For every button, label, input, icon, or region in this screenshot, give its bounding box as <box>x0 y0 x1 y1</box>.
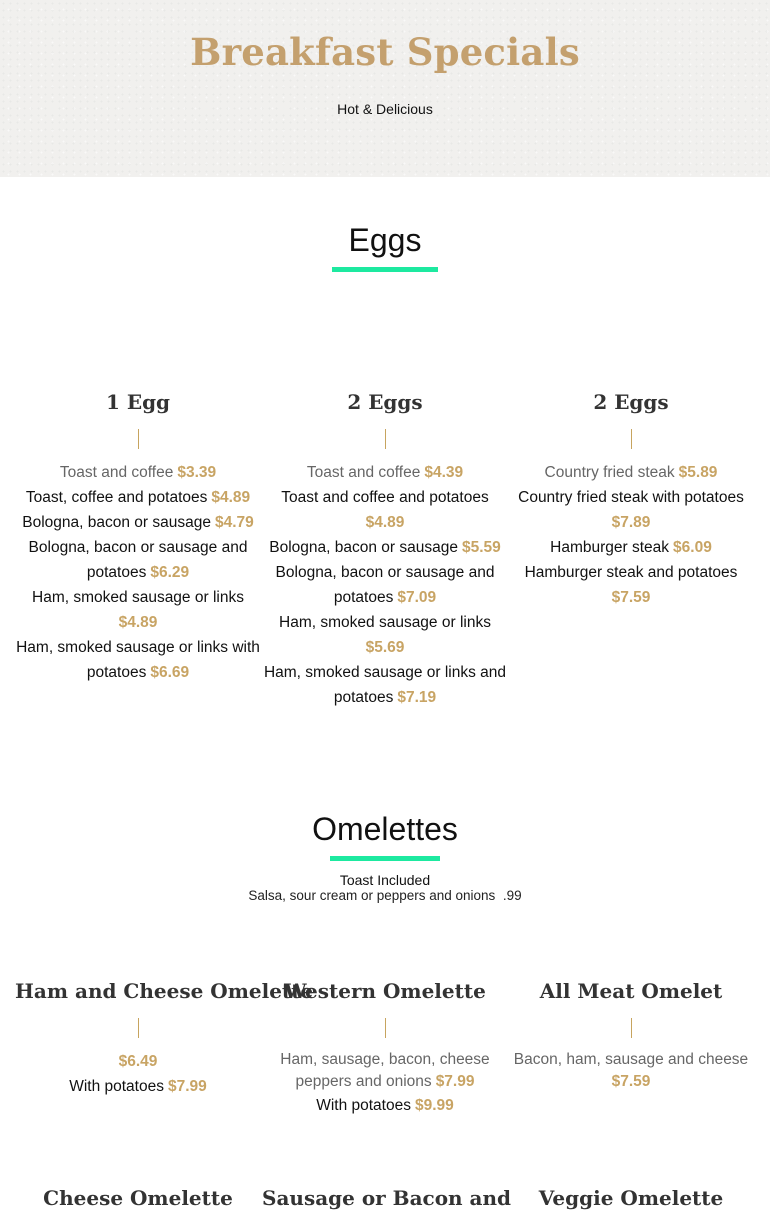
price: $3.39 <box>177 464 217 481</box>
divider <box>385 429 386 449</box>
hero-banner <box>0 0 770 177</box>
item-name: Western Omelette <box>284 979 486 1003</box>
divider <box>138 429 139 449</box>
section-underline <box>332 267 438 272</box>
price-line: Toast and coffee $4.39 <box>306 464 464 481</box>
price: $6.69 <box>150 664 190 681</box>
item-description: Ham, sausage, bacon, cheese peppers and onions $7.99 <box>280 1051 490 1090</box>
price-line: Hamburger steak and potatoes $7.59 <box>508 560 754 610</box>
price-line: Country fried steak with potatoes $7.89 <box>508 485 754 535</box>
toast-note: Toast Included <box>339 872 431 888</box>
price: $7.59 <box>611 589 651 606</box>
section-title-omelettes: Omelettes <box>312 811 458 847</box>
extras-note: Salsa, sour cream or peppers and onions .99 <box>248 888 522 903</box>
price: $4.89 <box>211 489 251 506</box>
item-description: Bacon, ham, sausage and cheese $7.59 <box>508 1049 754 1093</box>
page-title: Breakfast Specials <box>190 30 580 74</box>
price-line: Ham, smoked sausage or links and potatoes $7.19 <box>263 664 507 706</box>
price: $4.89 <box>118 614 158 631</box>
divider <box>631 1018 632 1038</box>
menu-item-all-meat-omelet <box>508 978 754 1093</box>
price: $7.99 <box>435 1073 475 1090</box>
omelettes-section-header <box>0 811 770 904</box>
price: $7.09 <box>397 589 437 606</box>
section-title-eggs: Eggs <box>348 222 422 258</box>
menu-item-veggie-omelette <box>508 1185 754 1211</box>
price: $6.29 <box>150 564 190 581</box>
price-line: With potatoes $9.99 <box>316 1097 454 1114</box>
item-name: 2 Eggs <box>593 390 669 414</box>
price-line: Toast and coffee and potatoes $4.89 <box>262 485 508 535</box>
price: $4.79 <box>214 514 254 531</box>
item-name: 1 Egg <box>105 390 171 414</box>
item-name: Veggie Omelette <box>538 1186 724 1210</box>
divider <box>631 429 632 449</box>
price-line: Bologna, bacon or sausage $4.79 <box>22 514 254 531</box>
price-line: With potatoes $7.99 <box>69 1078 207 1095</box>
price-line: Bologna, bacon or sausage $5.59 <box>269 539 501 556</box>
eggs-section-header <box>0 222 770 272</box>
price: $9.99 <box>414 1097 454 1114</box>
item-name: Sausage or Bacon and <box>262 1186 512 1210</box>
price-line: Ham, smoked sausage or links $4.89 <box>15 585 261 635</box>
extras-price: .99 <box>502 888 522 903</box>
price-line: Ham, smoked sausage or links $5.69 <box>262 610 508 660</box>
price: $6.49 <box>118 1053 158 1070</box>
price-line: Toast, coffee and potatoes $4.89 <box>25 489 251 506</box>
price-line: Ham, smoked sausage or links with potatoes $6.69 <box>16 639 260 681</box>
menu-item-2-eggs-steak <box>508 389 754 610</box>
price-line <box>15 1049 261 1074</box>
item-name: Ham and Cheese Omelette <box>15 979 314 1003</box>
menu-item-western-omelette <box>262 978 508 1118</box>
price: $4.39 <box>424 464 464 481</box>
menu-item-ham-cheese-omelette <box>15 978 314 1099</box>
item-name: Cheese Omelette <box>43 1186 233 1210</box>
page-subtitle: Hot & Delicious <box>337 101 433 117</box>
price: $7.19 <box>397 689 437 706</box>
price: $5.69 <box>365 639 405 656</box>
divider <box>385 1018 386 1038</box>
price: $7.89 <box>611 514 651 531</box>
price-line: Toast and coffee $3.39 <box>59 464 217 481</box>
price-line: Hamburger steak $6.09 <box>550 539 712 556</box>
price: $7.99 <box>167 1078 207 1095</box>
price: $4.89 <box>365 514 405 531</box>
item-name: 2 Eggs <box>347 390 423 414</box>
price: $6.09 <box>673 539 712 556</box>
menu-item-cheese-omelette <box>15 1185 261 1211</box>
menu-item-1-egg <box>15 389 261 685</box>
section-underline <box>330 856 440 861</box>
price: $5.59 <box>461 539 501 556</box>
price-line: Bologna, bacon or sausage and potatoes $6.29 <box>28 539 248 581</box>
price-line: Bologna, bacon or sausage and potatoes $7.09 <box>275 564 495 606</box>
divider <box>138 1018 139 1038</box>
price-line: Country fried steak $5.89 <box>544 464 718 481</box>
menu-item-sausage-bacon-omelette <box>262 1185 512 1211</box>
price: $7.59 <box>611 1073 651 1090</box>
item-name: All Meat Omelet <box>539 979 723 1003</box>
menu-item-2-eggs <box>262 389 508 710</box>
price: $5.89 <box>678 464 718 481</box>
